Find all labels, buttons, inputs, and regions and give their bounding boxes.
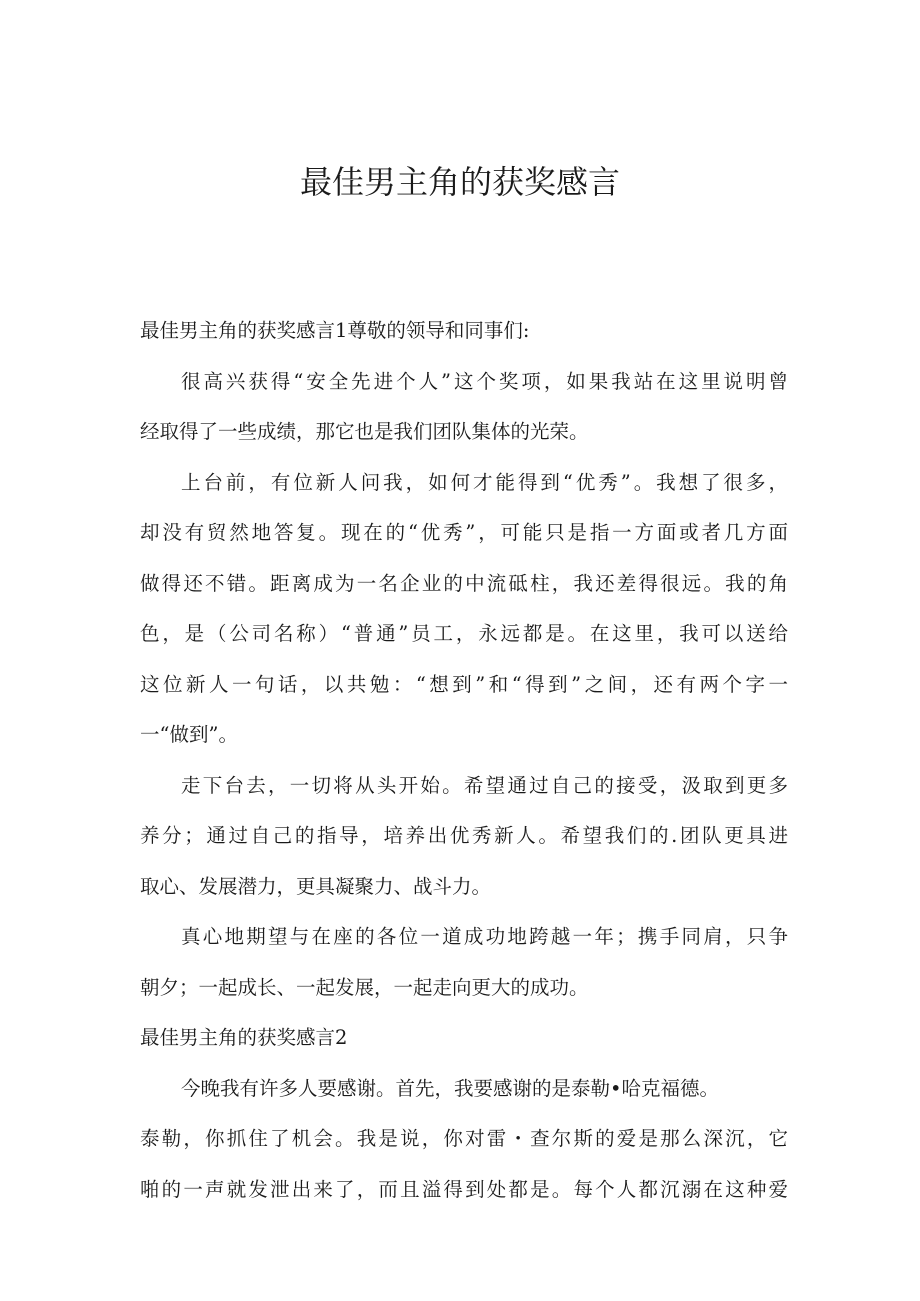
section-heading-2: 最佳男主角的获奖感言2 (140, 1026, 348, 1049)
document-title: 最佳男主角的获奖感言 (299, 163, 620, 201)
paragraph-line: 做得还不错。距离成为一名企业的中流砥柱，我还差得很远。我的角 (140, 571, 788, 595)
paragraph-line: 色，是（公司名称）“普通”员工，永远都是。在这里，我可以送给 (140, 622, 788, 645)
paragraph-line: 泰勒，你抓住了机会。我是说，你对雷・查尔斯的爱是那么深沉，它 (140, 1127, 788, 1150)
paragraph-line: 走下台去，一切将从头开始。希望通过自己的接受，汲取到更多 (181, 773, 788, 797)
paragraph-line: 养分；通过自己的指导，培养出优秀新人。希望我们的.团队更具进 (140, 824, 788, 847)
paragraph-line: 却没有贸然地答复。现在的“优秀”，可能只是指一方面或者几方面 (140, 521, 788, 544)
paragraph-line: 朝夕；一起成长、一起发展，一起走向更大的成功。 (140, 975, 589, 999)
document-body (140, 306, 788, 1215)
paragraph-line: 啪的一声就发泄出来了，而且溢得到处都是。每个人都沉溺在这种爱 (140, 1177, 788, 1201)
section-heading-1: 最佳男主角的获奖感言1尊敬的领导和同事们: (140, 319, 530, 342)
paragraph-line: 上台前，有位新人问我，如何才能得到“优秀”。我想了很多， (181, 470, 788, 494)
paragraph-line: 今晚我有许多人要感谢。首先，我要感谢的是泰勒•哈克福德。 (181, 1076, 720, 1100)
paragraph-line: 真心地期望与在座的各位一道成功地跨越一年；携手同肩，只争 (181, 925, 788, 948)
paragraph-line: 经取得了一些成绩，那它也是我们团队集体的光荣。 (140, 420, 589, 443)
paragraph-line: 这位新人一句话，以共勉：“想到”和“得到”之间，还有两个字一 (140, 672, 788, 696)
paragraph-line: 一“做到”。 (140, 723, 238, 746)
paragraph-line: 取心、发展潜力，更具凝聚力、战斗力。 (140, 874, 492, 898)
paragraph-line: 很高兴获得“安全先进个人”这个奖项，如果我站在这里说明曾 (181, 369, 788, 393)
